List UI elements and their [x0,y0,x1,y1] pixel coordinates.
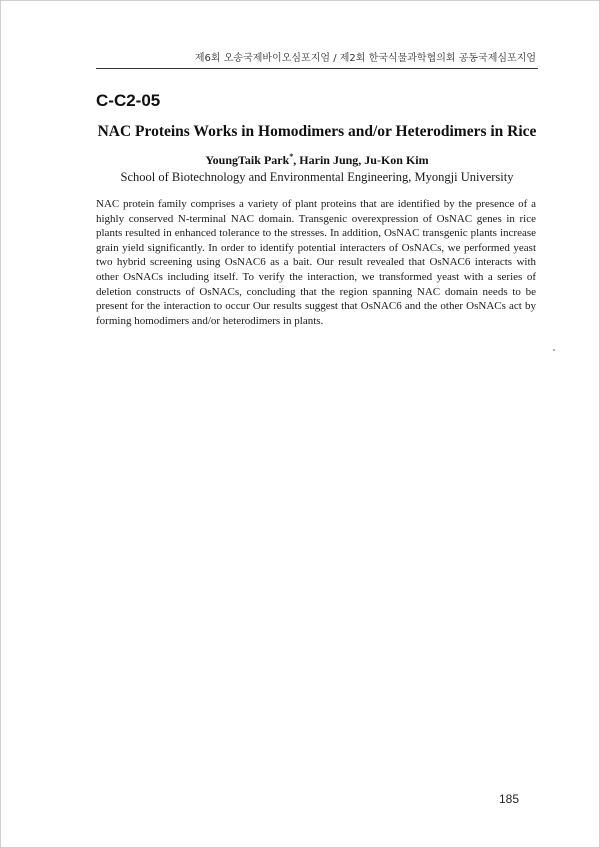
affiliation: School of Biotechnology and Environmental Engineering, Myongji University [120,170,514,184]
abstract-body: NAC protein family comprises a variety of plant proteins that are identified by the presence of a highly conserved N-terminal NAC domain. Transgenic overexpression of OsNAC genes in rice plants resulted in enhanced tolerance to the stresses. In addition, OsNAC transgenic plants increase grain yield significantly. In order to identify potential interacters of OsNACs, we performed yeast two hybrid screening using OsNAC6 as a bait. Our result revealed that OsNAC6 interacts with other OsNACs including itself. To verify the interaction, we transformed yeast with a series of deletion constructs of OsNACs, concluding that the region spanning NAC domain needs to be present for the interaction to occur Our results suggest that OsNAC6 and the other OsNACs act by forming homodimers and/or heterodimers in plants. [96,198,536,327]
other-authors: , Harin Jung, Ju-Kon Kim [293,153,429,167]
paper-title: NAC Proteins Works in Homodimers and/or Heterodimers in Rice [97,123,537,140]
abstract-code: C-C2-05 [96,91,161,110]
corresponding-author-mark: * [289,152,294,161]
first-author: YoungTaik Park [205,153,290,167]
scan-speck [553,349,555,351]
author-line [96,152,538,168]
page-number: 185 [499,792,520,806]
running-head: 제6회 오송국제바이오심포지엄 / 제2회 한국식물과학협의회 공동국제심포지엄 [194,53,536,64]
header-rule [96,68,538,69]
